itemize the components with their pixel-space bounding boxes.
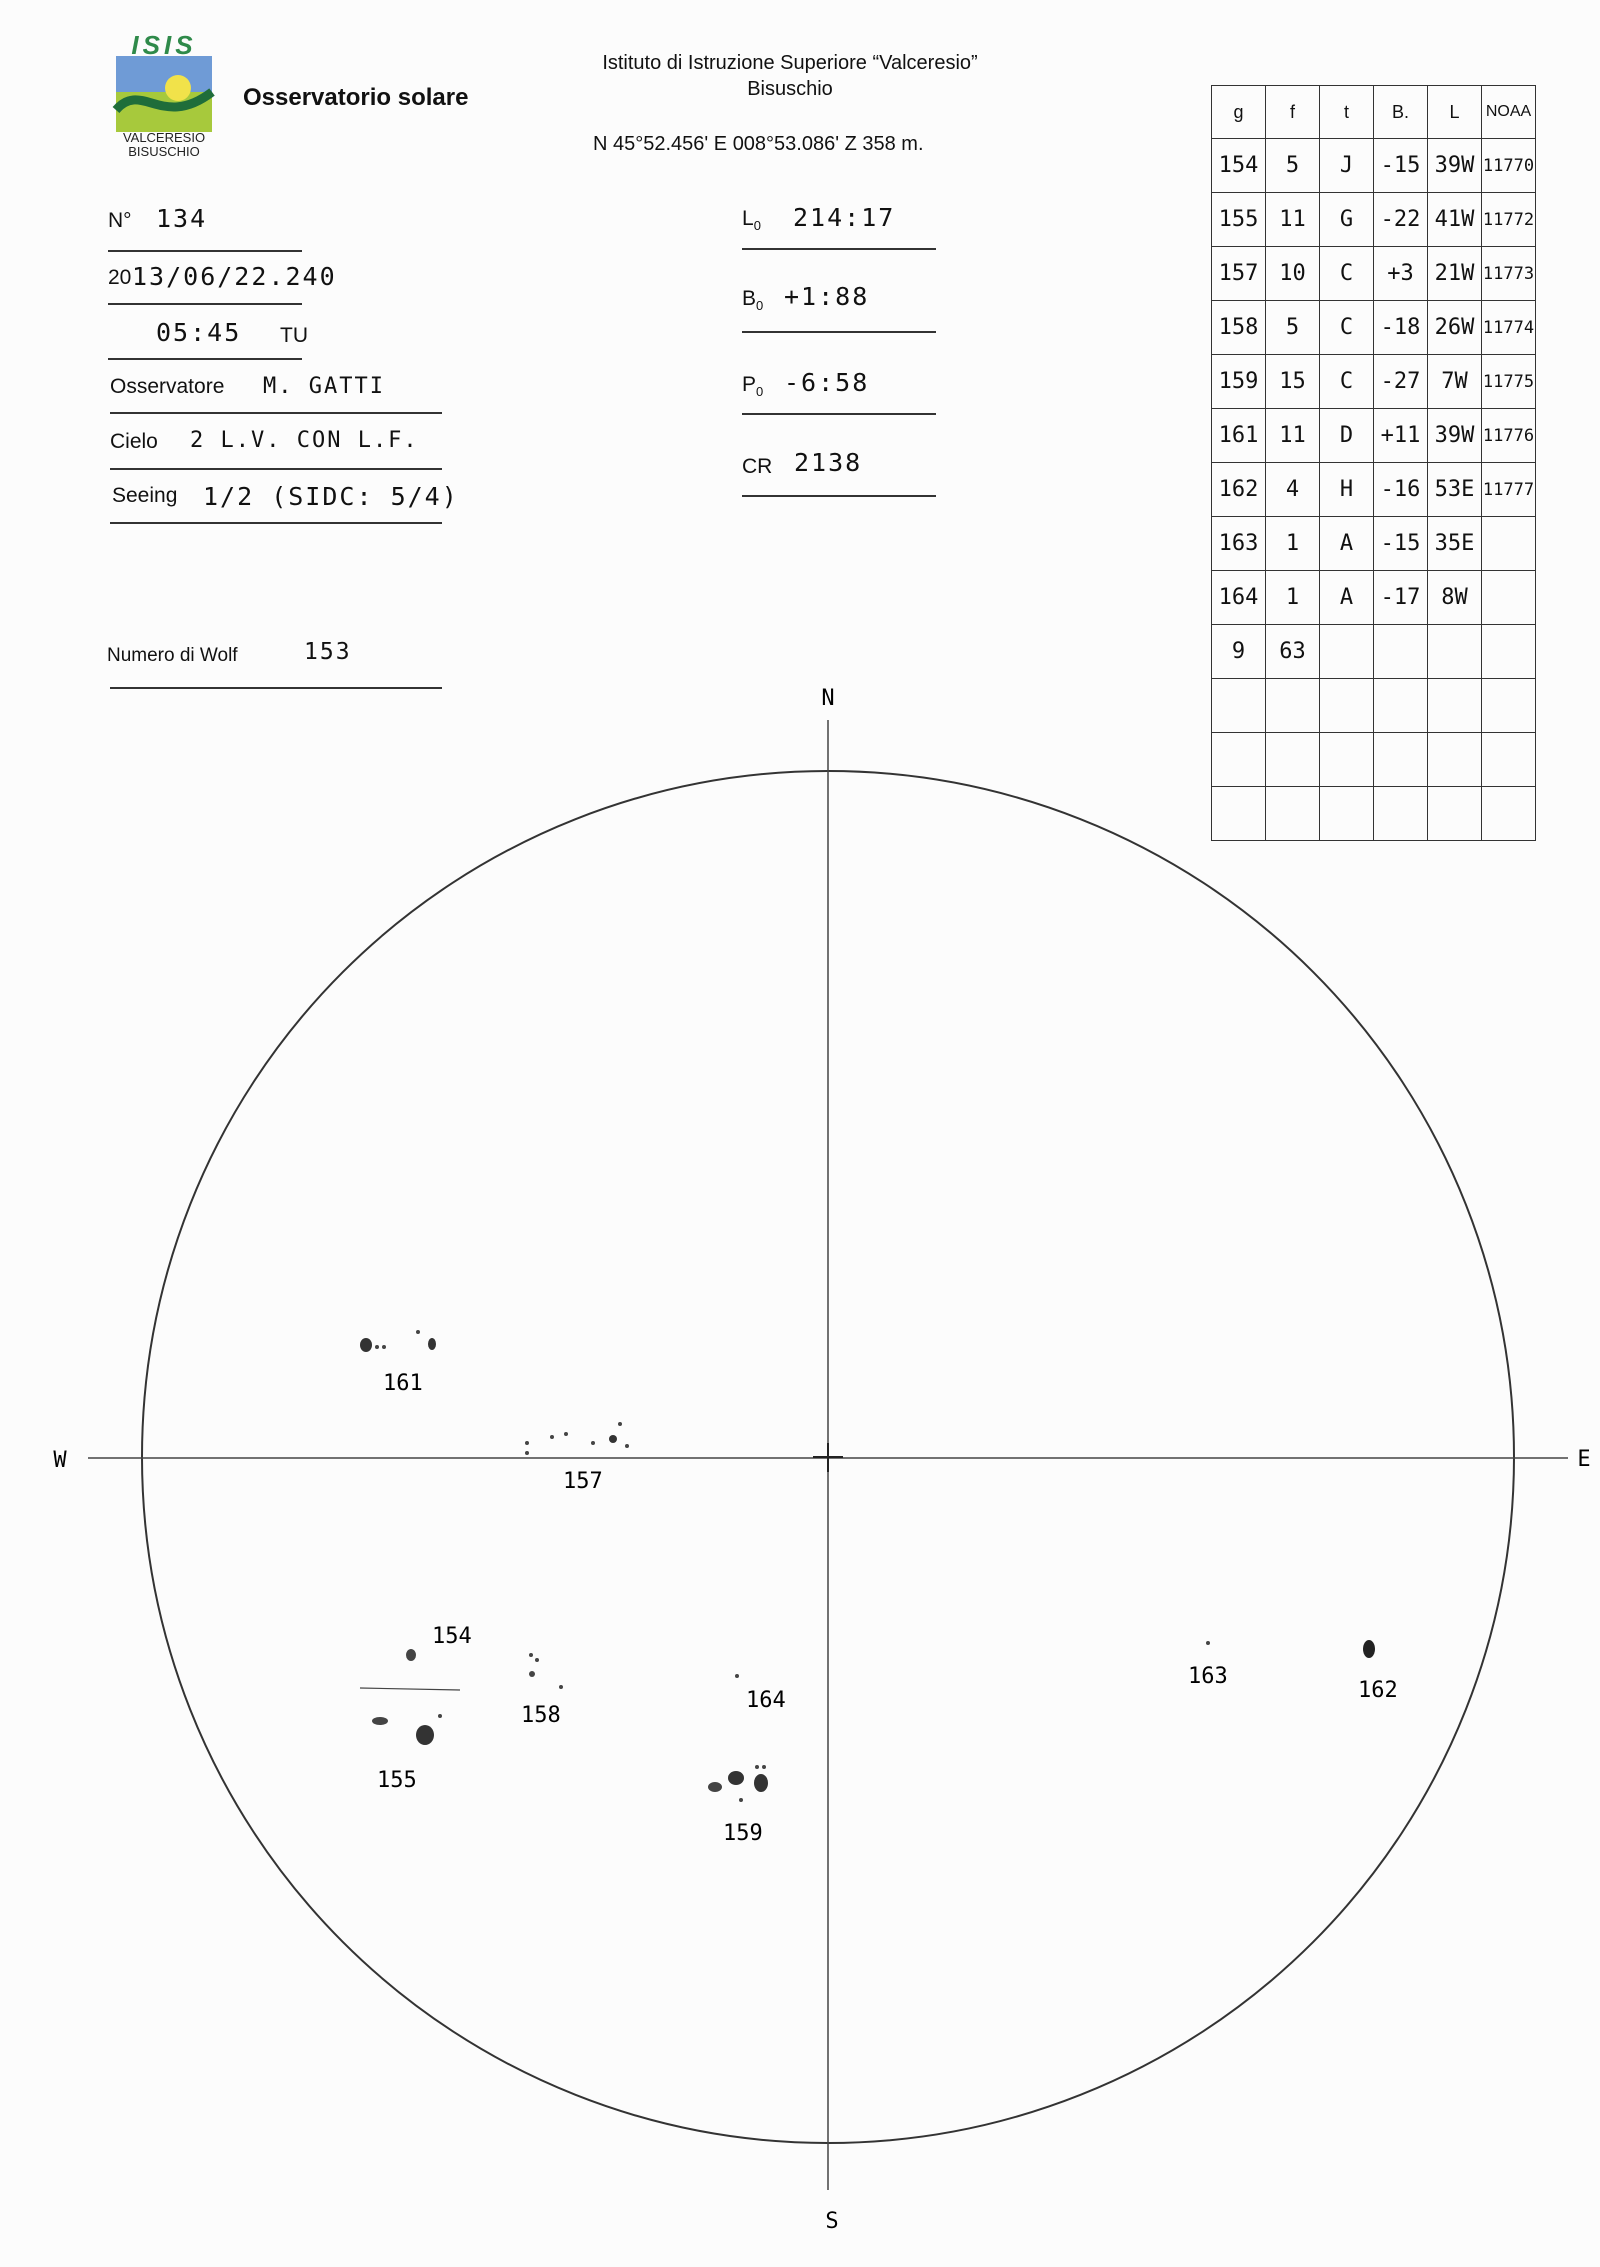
table-cell: 162 xyxy=(1212,463,1266,517)
table-cell: 8W xyxy=(1428,571,1482,625)
table-cell: 4 xyxy=(1266,463,1320,517)
table-cell: 5 xyxy=(1266,139,1320,193)
logo-subtitle-line2: BISUSCHIO xyxy=(128,144,200,159)
group-label-154: 154 xyxy=(432,1624,472,1649)
sunspot xyxy=(416,1725,434,1745)
table-cell: -17 xyxy=(1374,571,1428,625)
table-cell: D xyxy=(1320,409,1374,463)
table-cell: 35E xyxy=(1428,517,1482,571)
time-suffix: TU xyxy=(280,324,308,347)
sunspot xyxy=(739,1798,743,1802)
institute-line2: Bisuschio xyxy=(747,78,833,100)
table-cell: +11 xyxy=(1374,409,1428,463)
table-cell: -15 xyxy=(1374,139,1428,193)
sunspot xyxy=(428,1338,436,1350)
table-cell: 26W xyxy=(1428,301,1482,355)
table-cell: 159 xyxy=(1212,355,1266,409)
observer-value: M. GATTI xyxy=(263,374,385,399)
table-cell: 155 xyxy=(1212,193,1266,247)
table-cell: A xyxy=(1320,517,1374,571)
table-cell: 164 xyxy=(1212,571,1266,625)
wolf-value: 153 xyxy=(304,639,352,665)
table-cell: 41W xyxy=(1428,193,1482,247)
header-t: t xyxy=(1320,86,1374,139)
table-cell: A xyxy=(1320,571,1374,625)
sunspot xyxy=(762,1765,766,1769)
header-g: g xyxy=(1212,86,1266,139)
table-cell: 5 xyxy=(1266,301,1320,355)
sunspot xyxy=(1363,1640,1375,1658)
table-cell: 10 xyxy=(1266,247,1320,301)
sunspot xyxy=(375,1345,379,1349)
table-cell: 11 xyxy=(1266,193,1320,247)
table-cell: 11772 xyxy=(1482,193,1536,247)
sunspot xyxy=(535,1658,539,1662)
number-value: 134 xyxy=(156,204,208,233)
seeing-label: Seeing xyxy=(112,484,178,507)
wolf-label: Numero di Wolf xyxy=(107,645,238,666)
group-label-155: 155 xyxy=(377,1768,417,1793)
table-cell: 154 xyxy=(1212,139,1266,193)
sunspot xyxy=(755,1765,759,1769)
sunspot xyxy=(529,1653,533,1657)
table-cell: 11770 xyxy=(1482,139,1536,193)
sunspot xyxy=(406,1649,416,1661)
sunspot xyxy=(550,1435,554,1439)
table-cell: 11777 xyxy=(1482,463,1536,517)
group-label-159: 159 xyxy=(723,1821,763,1846)
header-noaa: NOAA xyxy=(1482,86,1536,139)
table-cell: G xyxy=(1320,193,1374,247)
sunspot xyxy=(728,1771,744,1785)
table-cell: 15 xyxy=(1266,355,1320,409)
table-cell: 161 xyxy=(1212,409,1266,463)
page-title: Osservatorio solare xyxy=(243,84,469,111)
institute-line1: Istituto di Istruzione Superiore “Valceresio” xyxy=(602,52,978,74)
table-cell: 21W xyxy=(1428,247,1482,301)
table-cell: 11773 xyxy=(1482,247,1536,301)
table-cell: -18 xyxy=(1374,301,1428,355)
b0-value: +1:88 xyxy=(784,282,870,311)
table-cell: C xyxy=(1320,355,1374,409)
table-cell: -15 xyxy=(1374,517,1428,571)
table-cell: H xyxy=(1320,463,1374,517)
table-cell: 158 xyxy=(1212,301,1266,355)
header-f: f xyxy=(1266,86,1320,139)
table-cell: 11 xyxy=(1266,409,1320,463)
table-cell: +3 xyxy=(1374,247,1428,301)
table-cell: 1 xyxy=(1266,517,1320,571)
seeing-value: 1/2 (SIDC: 5/4) xyxy=(203,482,459,511)
sunspot xyxy=(438,1714,442,1718)
sunspot xyxy=(1206,1641,1210,1645)
sunspot xyxy=(735,1674,739,1678)
north-marker: N xyxy=(821,686,835,711)
group-label-162: 162 xyxy=(1358,1678,1398,1703)
observer-label: Osservatore xyxy=(110,375,225,398)
sunspot xyxy=(708,1782,722,1792)
sunspot xyxy=(529,1671,535,1677)
logo-subtitle-line1: VALCERESIO xyxy=(122,130,206,145)
logo-brand: ISIS xyxy=(131,30,197,60)
sunspot xyxy=(525,1451,529,1455)
group-label-163: 163 xyxy=(1188,1664,1228,1689)
sunspot xyxy=(559,1685,563,1689)
header-b: B. xyxy=(1374,86,1428,139)
group-separator-line xyxy=(360,1688,460,1690)
header-l: L xyxy=(1428,86,1482,139)
table-cell: 157 xyxy=(1212,247,1266,301)
sunspot xyxy=(525,1441,529,1445)
table-cell: -22 xyxy=(1374,193,1428,247)
table-cell: 53E xyxy=(1428,463,1482,517)
sky-value: 2 L.V. CON L.F. xyxy=(190,428,419,453)
sky-label: Cielo xyxy=(110,430,158,453)
date-value: 13/06/22.240 xyxy=(132,262,337,291)
l0-value: 214:17 xyxy=(793,203,896,232)
sunspot xyxy=(625,1444,629,1448)
group-label-158: 158 xyxy=(521,1703,561,1728)
sunspot xyxy=(382,1345,386,1349)
south-marker: S xyxy=(825,2209,839,2234)
table-cell: C xyxy=(1320,301,1374,355)
b0-label: $B_0$ xyxy=(742,287,764,314)
table-cell: 1 xyxy=(1266,571,1320,625)
table-cell: 11775 xyxy=(1482,355,1536,409)
cr-label: CR xyxy=(742,455,773,478)
sunspot xyxy=(360,1338,372,1352)
table-cell: 7W xyxy=(1428,355,1482,409)
sunspot xyxy=(591,1441,595,1445)
table-cell: 163 xyxy=(1212,517,1266,571)
time-value: 05:45 xyxy=(156,318,242,347)
table-cell: 11776 xyxy=(1482,409,1536,463)
sunspot xyxy=(609,1435,617,1443)
group-label-161: 161 xyxy=(383,1371,423,1396)
cr-value: 2138 xyxy=(794,448,863,477)
table-cell: 39W xyxy=(1428,139,1482,193)
table-cell: 9 xyxy=(1212,625,1266,679)
observatory-coordinates: N 45°52.456' E 008°53.086' Z 358 m. xyxy=(593,133,924,155)
table-cell: C xyxy=(1320,247,1374,301)
p0-label: $P_0$ xyxy=(742,373,764,400)
group-label-157: 157 xyxy=(563,1469,603,1494)
sunspot xyxy=(372,1717,388,1725)
table-cell: -16 xyxy=(1374,463,1428,517)
sunspot xyxy=(618,1422,622,1426)
table-cell: -27 xyxy=(1374,355,1428,409)
table-cell: 39W xyxy=(1428,409,1482,463)
table-cell: 11774 xyxy=(1482,301,1536,355)
number-label: N° xyxy=(108,209,132,232)
group-label-164: 164 xyxy=(746,1688,786,1713)
west-marker: W xyxy=(53,1448,67,1473)
l0-label: $L_0$ xyxy=(742,207,761,234)
east-marker: E xyxy=(1577,1447,1591,1472)
p0-value: -6:58 xyxy=(784,368,870,397)
sunspot xyxy=(416,1330,420,1334)
sunspot xyxy=(564,1432,568,1436)
date-prefix: 20 xyxy=(108,266,132,289)
table-cell: 63 xyxy=(1266,625,1320,679)
sunspot xyxy=(754,1774,768,1792)
table-cell: J xyxy=(1320,139,1374,193)
